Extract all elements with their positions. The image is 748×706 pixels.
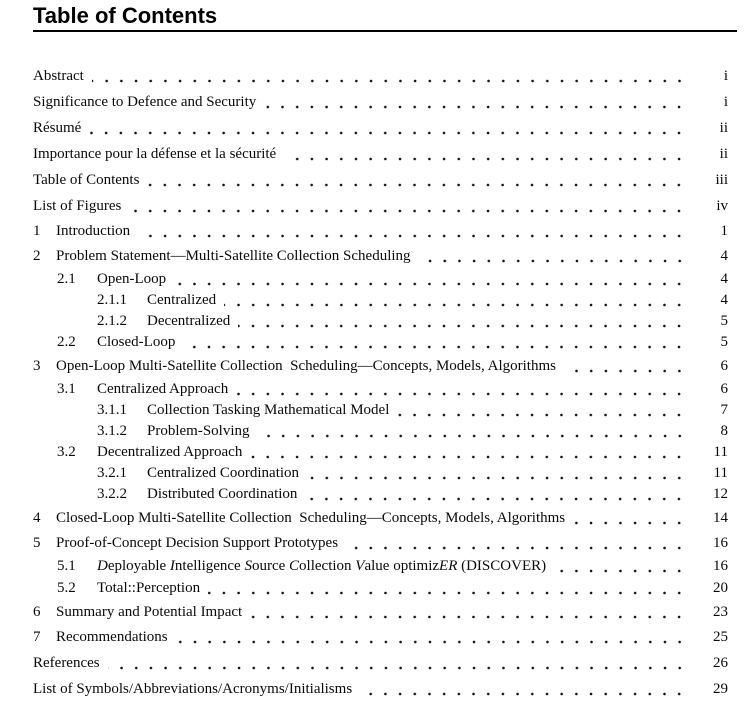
toc-entry[interactable] [33,358,728,374]
dot-leader [129,209,692,213]
entry-page: 4 [720,248,728,264]
entry-number: 3.2 [57,444,76,460]
toc-entry[interactable] [57,558,728,574]
entry-title-segment: alue optimiz [364,558,440,574]
entry-title: Centralized [147,292,217,308]
dot-leader [224,303,692,307]
entry-page: 5 [720,334,728,350]
entry-page: 8 [720,423,728,439]
entry-page: 12 [713,486,728,502]
entry-title: Total::Perception [97,580,201,596]
dot-leader [564,369,692,373]
entry-title: Recommendations [56,629,168,645]
toc-entry[interactable] [57,444,728,460]
entry-page: 20 [713,580,728,596]
toc-entries [33,68,728,697]
toc-entry[interactable] [97,313,728,329]
entry-title-segment: ource [251,558,290,574]
dot-leader [258,434,692,438]
dot-leader [147,183,692,187]
entry-number: 5.2 [57,580,76,596]
entry-title-segment-italic: V [355,558,365,574]
entry-title: Proof-of-Concept Decision Support Prototypes [56,535,339,551]
entry-page: ii [719,146,728,162]
entry-title-segment-italic: S [244,558,252,574]
entry-title: Closed-Loop [97,334,176,350]
entry-number: 3 [33,358,41,374]
entry-title: Centralized Coordination [147,465,300,481]
entry-title: List of Figures [33,198,122,214]
entry-page: iii [715,172,728,188]
toc-entry[interactable] [97,486,728,502]
toc-entry[interactable] [97,465,728,481]
entry-title: Significance to Defence and Security [33,94,257,110]
entry-page: 26 [713,655,728,671]
entry-page: 7 [720,402,728,418]
entry-page: 16 [713,558,728,574]
entry-number: 3.2.2 [97,486,127,502]
entry-page: i [723,94,728,110]
entry-number: 5 [33,535,41,551]
entry-title-segment-italic: D [97,558,108,574]
entry-page: 1 [720,223,728,239]
entry-title: Distributed Coordination [147,486,298,502]
entry-title: Open-Loop [97,271,167,287]
toc-entry[interactable] [33,146,728,162]
entry-title: Decentralized [147,313,231,329]
entry-page: 11 [713,444,728,460]
entry-number: 6 [33,604,41,620]
dot-leader [250,615,692,619]
dot-leader [238,324,692,328]
entry-title: Centralized Approach [97,381,229,397]
toc-entry[interactable] [33,535,728,551]
entry-title: Closed-Loop Multi-Satellite Collection Scheduling—Concepts, Models, Algorithms [56,510,566,526]
dot-leader [264,105,692,109]
entry-title: References [33,655,100,671]
entry-page: 4 [720,292,728,308]
toc-entry[interactable] [33,248,728,264]
entry-title-segment-italic: I [169,558,175,574]
entry-number: 5.1 [57,558,76,574]
entry-number: 2.1.1 [97,292,127,308]
entry-title: Summary and Potential Impact [56,604,243,620]
entry-title: Abstract [33,68,84,84]
toc-entry[interactable] [33,172,728,188]
dot-leader [397,413,692,417]
entry-title: Importance pour la défense et la sécurité [33,146,277,162]
entry-title: Problem Statement—Multi-Satellite Collection Scheduling [56,248,411,264]
entry-title: Open-Loop Multi-Satellite Collection Scheduling—Concepts, Models, Algorithms [56,358,556,374]
entry-page: 29 [713,681,728,697]
dot-leader [305,497,692,501]
entry-title: Introduction [56,223,131,239]
dot-leader [346,546,692,550]
toc-entry[interactable] [33,510,728,526]
toc-entry[interactable] [97,402,728,418]
entry-number: 2.1.2 [97,313,127,329]
entry-number: 2.2 [57,334,76,350]
entry-title-segment: eployable [107,558,170,574]
entry-page: i [723,68,728,84]
entry-page: 25 [713,629,728,645]
dot-leader [92,79,692,83]
toc-entry[interactable] [33,94,728,110]
dot-leader [183,345,692,349]
dot-leader [360,692,692,696]
entry-title: Collection Tasking Mathematical Model [147,402,390,418]
entry-title-segment: ollection [299,558,356,574]
toc-entry[interactable] [57,271,728,287]
dot-leader [89,131,692,135]
entry-page: iv [716,198,728,214]
toc-entry[interactable] [33,198,728,214]
entry-title: Problem-Solving [147,423,250,439]
entry-number: 3.1.1 [97,402,127,418]
dot-leader [236,392,692,396]
entry-title: Résumé [33,120,82,136]
toc-entry[interactable] [33,655,728,671]
entry-page: 14 [713,510,728,526]
dot-leader [138,234,692,238]
entry-page: 4 [720,271,728,287]
toc-entry[interactable] [97,292,728,308]
entry-number: 3.1 [57,381,76,397]
page-title: Table of Contents [33,3,218,28]
entry-number: 4 [33,510,41,526]
entry-title-segment: ntelligence [174,558,245,574]
entry-title: Table of Contents [33,172,140,188]
entry-title-segment: (DISCOVER) [457,558,547,574]
entry-title [97,558,546,574]
entry-page: 16 [713,535,728,551]
dot-leader [176,640,692,644]
entry-number: 2 [33,248,41,264]
dot-leader [208,591,692,595]
toc-entry[interactable] [33,629,728,645]
dot-leader [174,282,692,286]
dot-leader [284,157,692,161]
entry-title: List of Symbols/Abbreviations/Acronyms/Initialisms [33,681,353,697]
entry-page: 6 [720,358,728,374]
toc-entry[interactable] [33,604,728,620]
entry-page: 5 [720,313,728,329]
dot-leader [554,569,692,573]
toc-entry[interactable] [57,334,728,350]
entry-page: 11 [713,465,728,481]
dot-leader [250,455,692,459]
entry-page: 23 [713,604,728,620]
entry-page: 6 [720,381,728,397]
dot-leader [573,521,692,525]
toc-entry[interactable] [33,120,728,136]
toc-entry[interactable] [33,681,728,697]
dot-leader [419,259,692,263]
heading-rule [33,30,737,32]
dot-leader [307,476,692,480]
entry-number: 3.2.1 [97,465,127,481]
toc-entry[interactable] [33,68,728,84]
entry-number: 1 [33,223,41,239]
entry-page: ii [719,120,728,136]
toc-entry[interactable] [57,381,728,397]
entry-number: 7 [33,629,41,645]
entry-number: 3.1.2 [97,423,127,439]
toc-entry[interactable] [97,423,728,439]
entry-number: 2.1 [57,271,76,287]
toc-entry[interactable] [57,580,728,596]
entry-title: Decentralized Approach [97,444,243,460]
toc-entry[interactable] [33,223,728,239]
entry-title-segment-italic: ER [439,558,458,574]
entry-title-segment-italic: C [289,558,300,574]
dot-leader [108,666,692,670]
